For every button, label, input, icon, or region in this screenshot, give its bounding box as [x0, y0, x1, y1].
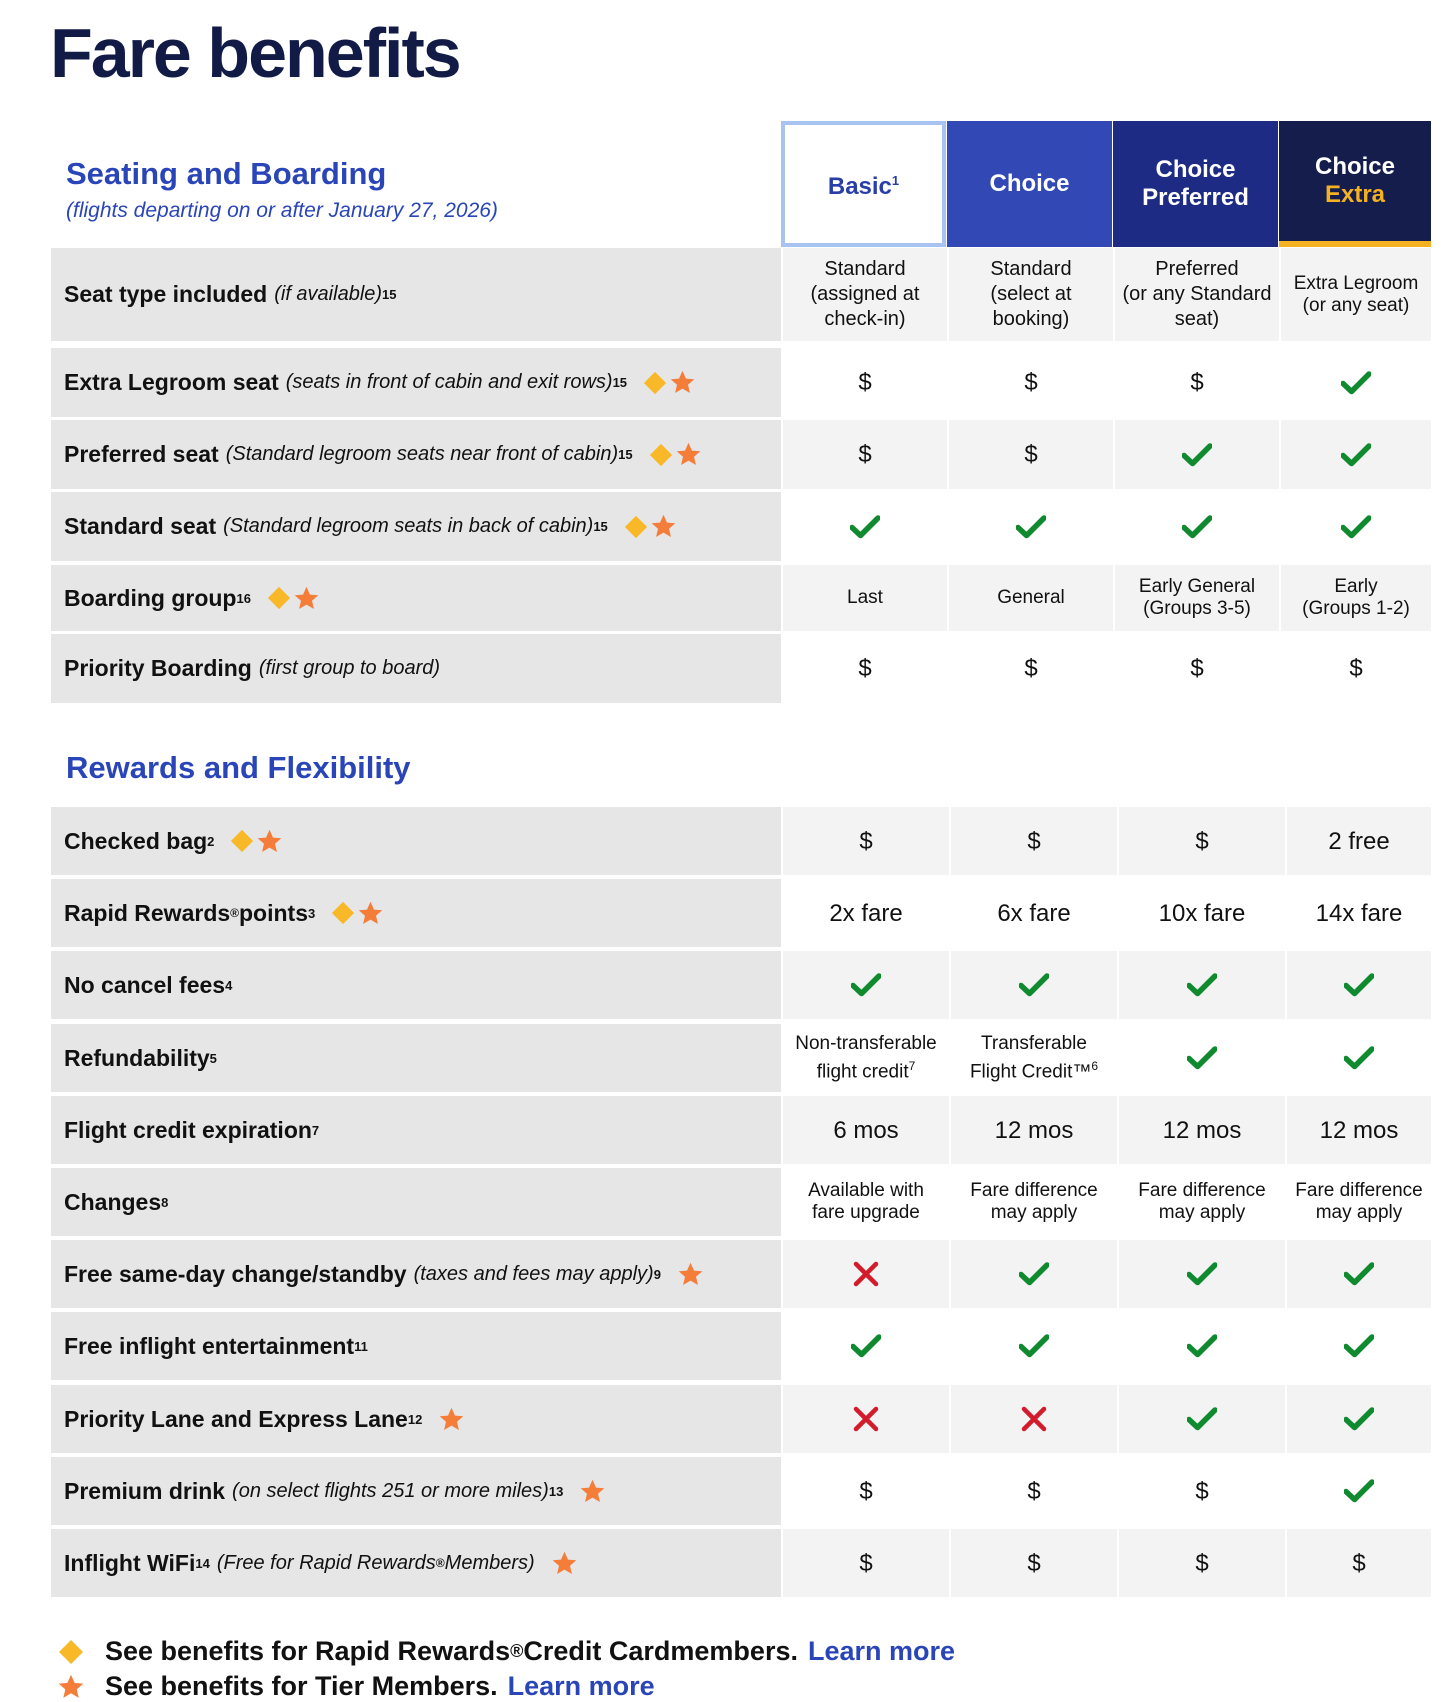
fare-cell	[949, 248, 1113, 341]
page-title: Fare benefits	[50, 14, 460, 92]
fare-cell	[1119, 1312, 1285, 1380]
seating-row	[51, 420, 1431, 489]
cell-line: Standard	[990, 258, 1072, 280]
cell-line: Standard	[824, 258, 906, 280]
row-label-note-reg: ®	[435, 1556, 445, 1570]
seating-row-label	[51, 248, 781, 341]
rewards-row	[51, 1096, 1431, 1164]
cell-value: 2x fare	[829, 899, 903, 927]
fare-cell	[783, 420, 947, 489]
rewards-row-label	[51, 951, 781, 1019]
fare-cell	[1119, 1457, 1285, 1525]
row-label-text: Rapid Rewards	[64, 899, 231, 926]
cell-lines	[1302, 576, 1410, 620]
rewards-row-label	[51, 1168, 781, 1236]
rewards-row	[51, 1457, 1431, 1525]
cell-line: Transferable	[981, 1032, 1087, 1054]
cell-value: 2 free	[1328, 827, 1390, 855]
footer-cardmembers	[51, 1636, 955, 1667]
cell-value: $	[1195, 1477, 1209, 1505]
rewards-row	[51, 1240, 1431, 1308]
diamond-icon	[51, 1639, 91, 1665]
checkmark-icon	[1187, 1334, 1217, 1358]
cell-line: fare upgrade	[812, 1202, 920, 1223]
cell-value: $	[1190, 655, 1204, 682]
row-label-text: Free inflight entertainment	[64, 1332, 355, 1359]
rewards-row-label	[51, 1312, 781, 1380]
row-label-note: (Standard legroom seats near front of cabin)	[225, 443, 619, 465]
checkmark-icon	[1344, 1407, 1374, 1431]
fare-cell	[1281, 348, 1431, 417]
checkmark-icon	[1019, 1334, 1049, 1358]
fare-cell	[951, 1096, 1117, 1164]
cell-line: Last	[847, 587, 883, 608]
cell-line: Fare difference	[1138, 1180, 1266, 1201]
cell-line: Extra Legroom	[1293, 272, 1419, 294]
checkmark-icon	[1019, 1262, 1049, 1286]
cell-line: (Groups 3-5)	[1143, 598, 1251, 619]
fare-cell	[1119, 951, 1285, 1019]
fare-cell	[1115, 420, 1279, 489]
diamond-icon	[643, 371, 667, 395]
fare-cell	[951, 1529, 1117, 1597]
row-label-sup: 2	[207, 833, 215, 849]
fare-cell	[951, 1240, 1117, 1308]
fare-cell	[951, 1312, 1117, 1380]
diamond-icon	[649, 443, 673, 467]
fare-cell	[1115, 565, 1279, 631]
cell-line: Fare difference	[970, 1180, 1098, 1201]
row-label-text: Standard seat	[64, 513, 217, 539]
rewards-row	[51, 951, 1431, 1019]
cell-lines	[1138, 1180, 1265, 1224]
row-label-text: Flight credit expiration	[64, 1116, 312, 1143]
row-label-sup: 16	[236, 590, 251, 606]
fare-cell	[783, 1168, 949, 1236]
fare-cell	[1115, 248, 1279, 341]
checkmark-icon	[1344, 1046, 1374, 1070]
fare-cell	[1287, 951, 1431, 1019]
cross-icon	[852, 1260, 880, 1288]
cell-value: $	[1027, 827, 1041, 855]
cell-value: $	[859, 1549, 873, 1577]
cell-value: $	[1027, 1477, 1041, 1505]
cell-lines	[795, 1033, 937, 1083]
cell-line: Fare difference	[1295, 1180, 1423, 1201]
rewards-row-label	[51, 1529, 781, 1597]
checkmark-icon	[1187, 1262, 1217, 1286]
rewards-row-label	[51, 1024, 781, 1092]
cell-lines	[990, 257, 1071, 332]
row-label-sup: 5	[209, 1050, 217, 1066]
fare-cell	[1281, 420, 1431, 489]
fare-cell	[783, 1529, 949, 1597]
row-label-note: (Free for Rapid Rewards	[216, 1551, 436, 1574]
star-icon	[675, 441, 702, 468]
fare-cell	[1115, 492, 1279, 561]
cell-value: $	[858, 369, 872, 396]
seating-section-title: Seating and Boarding	[66, 156, 387, 191]
fare-choice-label: Choice	[989, 170, 1070, 197]
rewards-row	[51, 1312, 1431, 1380]
footer-tier-text: See benefits for Tier Members.	[105, 1671, 498, 1701]
row-markers	[677, 1261, 706, 1288]
row-label-note: (first group to board)	[258, 657, 441, 679]
checkmark-icon	[1019, 973, 1049, 997]
cell-line: (or any seat)	[1302, 294, 1410, 316]
cell-line: Flight Credit™	[969, 1061, 1092, 1083]
row-markers	[579, 1478, 608, 1505]
rewards-row-label	[51, 1457, 781, 1525]
footer-cardmembers-text2: Credit Cardmembers.	[523, 1636, 798, 1666]
checkmark-icon	[1182, 443, 1212, 467]
row-markers	[331, 900, 386, 927]
star-icon	[551, 1550, 578, 1577]
row-markers	[649, 441, 704, 468]
fare-cell	[1287, 1168, 1431, 1236]
fare-preferred-line2: Preferred	[1142, 184, 1249, 211]
fare-cell	[949, 565, 1113, 631]
cell-lines	[1139, 576, 1255, 620]
rewards-row	[51, 1168, 1431, 1236]
row-label-text: Free same-day change/standby	[64, 1260, 407, 1287]
cell-value: $	[1027, 1549, 1041, 1577]
checkmark-icon	[1016, 515, 1046, 539]
checkmark-icon	[1187, 973, 1217, 997]
fare-cell	[783, 248, 947, 341]
fare-cell	[1119, 1385, 1285, 1453]
cell-value: $	[859, 1477, 873, 1505]
cell-line: may apply	[990, 1202, 1078, 1223]
row-label-sup: 3	[308, 905, 316, 921]
checkmark-icon	[1341, 443, 1371, 467]
rewards-row	[51, 807, 1431, 875]
row-label-text-2: points	[239, 899, 308, 926]
cell-lines	[1295, 1180, 1422, 1224]
fare-cell	[783, 1457, 949, 1525]
cell-line: Early	[1334, 576, 1378, 597]
fare-cell	[951, 1385, 1117, 1453]
checkmark-icon	[850, 515, 880, 539]
seating-row-label	[51, 420, 781, 489]
fare-cell	[1119, 1240, 1285, 1308]
rewards-row-label	[51, 1240, 781, 1308]
cell-sup: 6	[1091, 1058, 1099, 1073]
seating-row	[51, 565, 1431, 631]
row-label-text: Priority Lane and Express Lane	[64, 1405, 408, 1432]
row-label-sup: 11	[354, 1338, 368, 1354]
cell-lines	[997, 587, 1065, 609]
star-icon	[669, 369, 696, 396]
fare-cell	[1287, 1529, 1431, 1597]
fare-cell	[1115, 634, 1279, 703]
fare-preferred-line1: Choice	[1155, 156, 1236, 183]
fare-basic-sup: 1	[891, 173, 900, 188]
star-icon	[650, 513, 677, 540]
cell-value: 12 mos	[994, 1116, 1074, 1144]
rewards-row	[51, 879, 1431, 947]
row-label-text: Preferred seat	[64, 441, 219, 467]
checkmark-icon	[851, 973, 881, 997]
row-label-note: (Standard legroom seats in back of cabin)	[223, 515, 594, 537]
checkmark-icon	[1344, 1334, 1374, 1358]
fare-extra-line2: Extra	[1324, 181, 1386, 208]
star-icon	[357, 900, 384, 927]
fare-cell	[951, 807, 1117, 875]
tier-learn-more-link[interactable]: Learn more	[507, 1671, 655, 1701]
diamond-icon	[624, 515, 648, 539]
cell-line: seat)	[1174, 308, 1220, 330]
cell-line: Available with	[808, 1180, 924, 1201]
rewards-section-title: Rewards and Flexibility	[66, 750, 411, 785]
row-label-note: (if available)	[274, 283, 383, 305]
row-markers	[230, 828, 285, 855]
row-label-text: Seat type included	[64, 281, 268, 307]
cell-sup: 7	[908, 1058, 916, 1073]
cell-value: $	[1195, 1549, 1209, 1577]
row-markers	[643, 369, 698, 396]
cell-line: (or any Standard	[1122, 283, 1272, 305]
seating-section-subtitle: (flights departing on or after January 27, 2026)	[66, 199, 498, 222]
row-label-sup: 14	[195, 1555, 210, 1571]
diamond-icon	[267, 586, 291, 610]
cell-value: $	[1024, 655, 1038, 682]
fare-cell	[1287, 1240, 1431, 1308]
checkmark-icon	[1344, 1479, 1374, 1503]
cell-line: (assigned at	[810, 283, 920, 305]
row-label-sup: 4	[225, 977, 233, 993]
cell-value: 12 mos	[1162, 1116, 1242, 1144]
checkmark-icon	[1344, 973, 1374, 997]
rewards-row	[51, 1529, 1431, 1597]
cell-lines	[847, 587, 883, 609]
fare-cell	[783, 492, 947, 561]
cell-line: (Groups 1-2)	[1302, 598, 1410, 619]
footer-tier	[51, 1671, 655, 1702]
rewards-row	[51, 1024, 1431, 1092]
fare-cell	[783, 1096, 949, 1164]
fare-cell	[1281, 492, 1431, 561]
rewards-row	[51, 1385, 1431, 1453]
checkmark-icon	[1182, 515, 1212, 539]
row-label-note: (taxes and fees may apply)	[413, 1262, 654, 1285]
fare-cell	[1119, 1024, 1285, 1092]
cell-value: $	[1195, 827, 1209, 855]
row-markers	[267, 585, 322, 612]
cell-value: 10x fare	[1158, 899, 1246, 927]
seating-row	[51, 634, 1431, 703]
fare-cell	[949, 492, 1113, 561]
fare-cell	[1119, 1529, 1285, 1597]
row-markers	[438, 1406, 467, 1433]
fare-cell	[951, 879, 1117, 947]
row-label-text: No cancel fees	[64, 971, 226, 998]
cell-line: flight credit	[816, 1061, 909, 1083]
fare-extra-line1: Choice	[1314, 153, 1395, 180]
fare-cell	[1287, 1385, 1431, 1453]
row-label-text: Checked bag	[64, 827, 208, 854]
fare-cell	[783, 1240, 949, 1308]
row-label-note: (on select flights 251 or more miles)	[232, 1479, 549, 1502]
cell-value: $	[1190, 369, 1204, 396]
checkmark-icon	[1341, 371, 1371, 395]
row-label-note: (seats in front of cabin and exit rows)	[285, 371, 613, 393]
checkmark-icon	[1341, 515, 1371, 539]
row-label-sup: 13	[548, 1483, 564, 1499]
fare-cell	[1287, 807, 1431, 875]
diamond-icon	[230, 829, 254, 853]
cross-icon	[1020, 1405, 1048, 1433]
cell-line: Non-transferable	[795, 1032, 937, 1054]
row-label-text: Priority Boarding	[64, 655, 252, 681]
fare-cell	[1119, 1168, 1285, 1236]
cell-line: Early General	[1138, 576, 1256, 597]
seating-row-label	[51, 634, 781, 703]
row-markers	[551, 1550, 580, 1577]
fare-cell	[783, 565, 947, 631]
rewards-row-label	[51, 1385, 781, 1453]
checkmark-icon	[1187, 1046, 1217, 1070]
rewards-row-label	[51, 1096, 781, 1164]
fare-cell	[1115, 348, 1279, 417]
fare-cell	[951, 1457, 1117, 1525]
fare-cell	[951, 951, 1117, 1019]
star-icon	[256, 828, 283, 855]
fare-header-choice-extra	[1279, 121, 1431, 247]
cross-icon	[852, 1405, 880, 1433]
fare-cell	[1287, 1024, 1431, 1092]
star-icon	[293, 585, 320, 612]
fare-cell	[949, 420, 1113, 489]
fare-cell	[783, 348, 947, 417]
footer-cardmembers-text: See benefits for Rapid Rewards	[105, 1636, 511, 1666]
row-label-sup: 7	[311, 1122, 320, 1138]
fare-header-choice-preferred	[1113, 121, 1278, 247]
cell-value: 6x fare	[997, 899, 1071, 927]
cell-value: $	[859, 827, 873, 855]
seating-row	[51, 348, 1431, 417]
cell-line: (select at	[990, 283, 1072, 305]
fare-cell	[1287, 1096, 1431, 1164]
fare-cell	[783, 1024, 949, 1092]
star-icon	[51, 1673, 91, 1701]
cell-value: $	[1352, 1549, 1366, 1577]
fare-cell	[951, 1024, 1117, 1092]
row-label-note-2: Members)	[444, 1551, 535, 1574]
checkmark-icon	[1187, 1407, 1217, 1431]
star-icon	[438, 1406, 465, 1433]
fare-cell	[1119, 879, 1285, 947]
diamond-icon	[331, 901, 355, 925]
fare-cell	[1287, 1312, 1431, 1380]
fare-cell	[783, 879, 949, 947]
row-label-sup: 15	[618, 447, 633, 462]
cell-line: may apply	[1158, 1202, 1246, 1223]
row-label-reg: ®	[230, 906, 239, 920]
cell-lines	[970, 1033, 1098, 1083]
fare-cell	[783, 634, 947, 703]
row-label-sup: 12	[407, 1411, 423, 1427]
row-label-text: Premium drink	[64, 1477, 226, 1504]
cardmembers-learn-more-link[interactable]: Learn more	[807, 1636, 956, 1666]
star-icon	[677, 1261, 704, 1288]
cell-value: $	[858, 655, 872, 682]
star-icon	[579, 1478, 606, 1505]
cell-value: $	[1024, 441, 1038, 468]
cell-lines	[1123, 257, 1272, 332]
fare-cell	[783, 1312, 949, 1380]
cell-line: booking)	[992, 308, 1070, 330]
row-label-text: Extra Legroom seat	[64, 369, 279, 395]
fare-cell	[949, 348, 1113, 417]
cell-value: 12 mos	[1319, 1116, 1399, 1144]
row-label-sup: 8	[161, 1194, 169, 1210]
fare-cell	[783, 807, 949, 875]
seating-row	[51, 248, 1431, 341]
rewards-row-label	[51, 807, 781, 875]
fare-cell	[1287, 1457, 1431, 1525]
fare-header-basic	[781, 121, 946, 247]
seating-row-label	[51, 348, 781, 417]
cell-lines	[970, 1180, 1097, 1224]
cell-line: check-in)	[824, 308, 906, 330]
row-label-text: Refundability	[64, 1044, 210, 1071]
cell-line: General	[997, 587, 1065, 608]
cell-value: 14x fare	[1315, 899, 1403, 927]
seating-row-label	[51, 492, 781, 561]
cell-lines	[811, 257, 920, 332]
cell-value: $	[1349, 655, 1363, 682]
fare-cell	[1119, 807, 1285, 875]
fare-cell	[1281, 634, 1431, 703]
fare-cell	[1119, 1096, 1285, 1164]
cell-value: $	[858, 441, 872, 468]
row-label-sup: 15	[382, 287, 397, 302]
fare-cell	[783, 951, 949, 1019]
checkmark-icon	[851, 1334, 881, 1358]
cell-line: may apply	[1315, 1202, 1403, 1223]
fare-cell	[951, 1168, 1117, 1236]
fare-cell	[1287, 879, 1431, 947]
fare-cell	[783, 1385, 949, 1453]
row-label-text: Inflight WiFi	[64, 1549, 196, 1576]
cell-line: Preferred	[1155, 258, 1239, 280]
seating-row-label	[51, 565, 781, 631]
row-label-text: Changes	[64, 1188, 162, 1215]
seating-row	[51, 492, 1431, 561]
fare-cell	[949, 634, 1113, 703]
fare-cell	[1281, 248, 1431, 341]
footer-cardmembers-reg: ®	[510, 1641, 524, 1661]
rewards-row-label	[51, 879, 781, 947]
cell-lines	[808, 1180, 924, 1224]
fare-header-choice	[947, 121, 1112, 247]
row-markers	[624, 513, 679, 540]
row-label-sup: 9	[653, 1266, 661, 1282]
row-label-text: Boarding group	[64, 584, 237, 611]
row-label-sup: 15	[593, 519, 608, 534]
cell-value: 6 mos	[833, 1116, 899, 1144]
fare-basic-label: Basic	[827, 173, 892, 200]
cell-lines	[1294, 273, 1419, 317]
cell-value: $	[1024, 369, 1038, 396]
row-label-sup: 15	[612, 375, 628, 390]
checkmark-icon	[1344, 1262, 1374, 1286]
fare-cell	[1281, 565, 1431, 631]
